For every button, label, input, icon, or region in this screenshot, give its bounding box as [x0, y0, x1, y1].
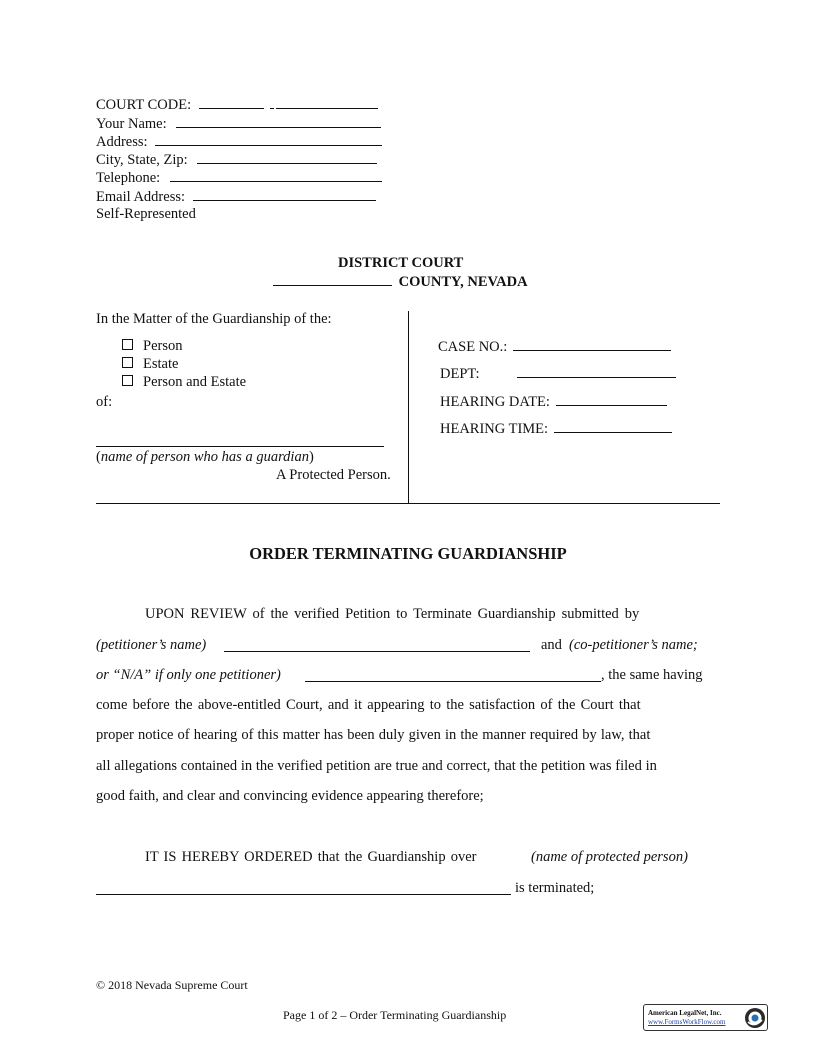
petitioner-hint	[96, 637, 206, 654]
address-row	[96, 133, 382, 151]
email-row	[96, 188, 376, 206]
dept-row	[440, 365, 676, 383]
ward-name-hint: (name of person who has a guardian)	[96, 449, 314, 465]
vendor-logo-line-2: www.FormsWorkFlow.com	[648, 1018, 726, 1026]
petitioner-name-field[interactable]	[224, 651, 530, 652]
option-estate-label: Estate	[143, 356, 179, 372]
body-line-5: proper notice of hearing of this matter has been duly given in the manner required by law, that	[96, 727, 651, 743]
option-person-estate	[122, 374, 246, 391]
email-field[interactable]	[193, 188, 376, 201]
hearing-time-row	[440, 420, 672, 438]
protected-person-name-field[interactable]	[96, 894, 511, 895]
option-person	[122, 338, 182, 355]
case-no-row	[438, 338, 671, 356]
city-state-zip-row	[96, 151, 377, 169]
terminated-text: is terminated;	[515, 880, 595, 896]
body-line-6: all allegations contained in the verified petition are true and correct, that the petition was filed in	[96, 758, 657, 774]
dept-field[interactable]	[517, 365, 676, 378]
hearing-date-row	[440, 393, 667, 411]
court-code-field-2[interactable]	[276, 96, 378, 109]
option-person-label: Person	[143, 338, 183, 354]
of-label: of:	[96, 394, 113, 410]
city-state-zip-field[interactable]	[197, 151, 377, 164]
vendor-logo-line-1: American LegalNet, Inc.	[648, 1009, 722, 1017]
protected-person-label: A Protected Person.	[276, 467, 391, 483]
dept-label: DEPT:	[440, 366, 480, 382]
ward-name-hint-text: name of person who has a guardian	[100, 449, 309, 465]
checkbox-person-and-estate[interactable]	[122, 375, 133, 386]
page-info: Page 1 of 2 – Order Terminating Guardianship	[283, 1008, 507, 1022]
telephone-label: Telephone:	[96, 170, 161, 186]
case-no-field[interactable]	[513, 338, 671, 351]
county-field[interactable]	[273, 273, 392, 286]
vendor-globe-icon	[744, 1007, 766, 1029]
co-petitioner-name-field[interactable]	[305, 681, 601, 682]
caption-horizontal-divider	[96, 503, 720, 504]
document-title: ORDER TERMINATING GUARDIANSHIP	[249, 544, 567, 563]
address-label: Address:	[96, 134, 148, 150]
petitioner-hint-text: (petitioner’s name)	[96, 637, 207, 653]
caption-vertical-divider	[408, 311, 409, 503]
hearing-time-field[interactable]	[554, 420, 672, 433]
body-line-4: come before the above-entitled Court, and it appearing to the satisfaction of the Court that	[96, 697, 641, 713]
vendor-logo	[643, 1004, 768, 1031]
self-represented-label: Self-Represented	[96, 206, 196, 222]
co-petitioner-hint-a: (co-petitioner’s name;	[569, 637, 698, 653]
court-code-label: COURT CODE:	[96, 97, 192, 113]
court-name: DISTRICT COURT	[338, 255, 464, 271]
body-line-7: good faith, and clear and convincing evidence appearing therefore;	[96, 788, 484, 804]
ward-name-field[interactable]	[96, 446, 384, 447]
hearing-date-field[interactable]	[556, 393, 667, 406]
and-label: and	[541, 637, 562, 653]
checkbox-estate[interactable]	[122, 357, 133, 368]
protected-hint: (name of protected person)	[531, 849, 688, 865]
order-line-1: IT IS HEREBY ORDERED that the Guardianship over	[145, 849, 477, 865]
county-row	[273, 273, 528, 291]
body-line-1	[145, 606, 714, 623]
court-code-row	[96, 96, 378, 114]
telephone-row	[96, 169, 382, 187]
telephone-field[interactable]	[170, 169, 382, 182]
email-label: Email Address:	[96, 189, 186, 205]
your-name-field[interactable]	[176, 115, 381, 128]
case-no-label: CASE NO.:	[438, 339, 508, 355]
co-petitioner-hint-b: or “N/A” if only one petitioner)	[96, 667, 281, 683]
county-label: COUNTY, NEVADA	[398, 274, 528, 290]
checkbox-person[interactable]	[122, 339, 133, 350]
body-line-1-text: UPON REVIEW of the verified Petition to Terminate Guardianship submitted by	[145, 606, 640, 622]
matter-intro: In the Matter of the Guardianship of the:	[96, 311, 332, 327]
same-having: , the same having	[601, 667, 703, 683]
court-code-sep	[270, 96, 274, 109]
hearing-time-label: HEARING TIME:	[440, 421, 549, 437]
copyright-notice: © 2018 Nevada Supreme Court	[96, 978, 248, 992]
city-state-zip-label: City, State, Zip:	[96, 152, 188, 168]
hearing-date-label: HEARING DATE:	[440, 394, 550, 410]
option-estate	[122, 356, 178, 373]
court-code-field[interactable]	[199, 96, 264, 109]
your-name-row	[96, 115, 381, 133]
address-field[interactable]	[155, 133, 382, 146]
your-name-label: Your Name:	[96, 116, 167, 132]
option-person-and-estate-label: Person and Estate	[143, 374, 247, 390]
